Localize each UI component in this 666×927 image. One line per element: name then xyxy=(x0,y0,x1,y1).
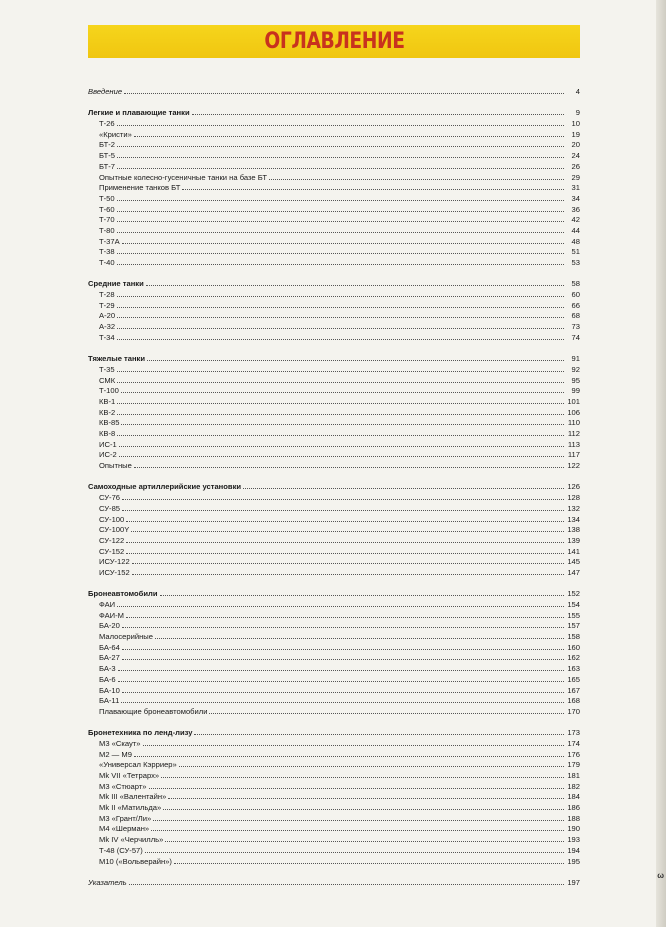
toc-entry-title: Опытные xyxy=(99,461,132,471)
toc-entry-title: Т-60 xyxy=(99,204,115,214)
toc-entry[interactable] xyxy=(88,620,580,631)
toc-entry-title: Mk IV «Черчилль» xyxy=(99,835,164,845)
toc-entry[interactable] xyxy=(88,204,580,215)
toc-page-number: 188 xyxy=(567,813,580,823)
toc-page-number: 110 xyxy=(567,418,580,428)
toc-page-number: 165 xyxy=(567,674,580,684)
dot-leader xyxy=(209,706,564,714)
dot-leader xyxy=(122,685,564,693)
toc-entry[interactable] xyxy=(88,695,580,706)
toc-page-number: 91 xyxy=(571,354,580,364)
dot-leader xyxy=(117,193,564,201)
dot-leader xyxy=(122,620,564,628)
toc-entry[interactable] xyxy=(88,385,580,396)
toc-entry[interactable] xyxy=(88,813,580,824)
dot-leader xyxy=(134,749,564,757)
toc-page-number: 29 xyxy=(571,172,580,182)
dot-leader xyxy=(147,353,564,361)
toc-entry[interactable] xyxy=(88,631,580,642)
toc-page-number: 162 xyxy=(567,653,580,663)
toc-page-number: 26 xyxy=(571,161,580,171)
toc-entry-title: ИСУ-152 xyxy=(99,567,130,577)
toc-page-number: 195 xyxy=(567,856,580,866)
toc-entry-title: М3 «Грант/Ли» xyxy=(99,813,152,823)
toc-entry-title: «Универсал Кэрриер» xyxy=(99,760,177,770)
toc-entry[interactable] xyxy=(88,823,580,834)
toc-entry[interactable] xyxy=(88,856,580,867)
page-side-mark: ω xyxy=(657,871,664,880)
toc-entry[interactable] xyxy=(88,225,580,236)
dot-leader xyxy=(155,631,564,639)
dot-leader xyxy=(145,845,564,853)
toc-entry-title: М4 «Шерман» xyxy=(99,824,150,834)
section-gap xyxy=(88,578,580,589)
toc-page-number: 160 xyxy=(567,642,580,652)
toc-entry-title: М3 «Стюарт» xyxy=(99,781,147,791)
toc-entry-title: Т-28 xyxy=(99,290,115,300)
table-of-contents xyxy=(88,86,580,888)
toc-entry-title: БА-6 xyxy=(99,674,116,684)
dot-leader xyxy=(151,823,564,831)
dot-leader xyxy=(143,738,565,746)
toc-entry[interactable] xyxy=(88,214,580,225)
toc-entry-title: СУ-152 xyxy=(99,546,125,556)
toc-entry[interactable] xyxy=(88,845,580,856)
dot-leader xyxy=(174,856,564,864)
toc-entry[interactable] xyxy=(88,642,580,653)
toc-page-number: 181 xyxy=(567,771,580,780)
toc-page-number: 113 xyxy=(567,439,580,449)
toc-section-heading[interactable] xyxy=(88,353,580,364)
toc-entry[interactable] xyxy=(88,439,580,450)
toc-page-number: 20 xyxy=(571,140,580,150)
toc-section-heading[interactable] xyxy=(88,86,580,97)
toc-entry[interactable] xyxy=(88,332,580,343)
toc-page-number: 197 xyxy=(567,877,580,887)
toc-page-number: 36 xyxy=(571,204,580,214)
toc-entry-title: ФАИ xyxy=(99,600,116,609)
dot-leader xyxy=(117,214,564,222)
toc-page-number: 51 xyxy=(571,247,580,257)
toc-page-number: 139 xyxy=(567,535,580,545)
dot-leader xyxy=(163,802,564,810)
toc-entry[interactable] xyxy=(88,749,580,760)
toc-page-number: 42 xyxy=(571,215,580,225)
dot-leader xyxy=(243,481,564,489)
toc-entry[interactable] xyxy=(88,652,580,663)
toc-entry[interactable] xyxy=(88,118,580,129)
dot-leader xyxy=(134,460,564,468)
toc-page-number: 182 xyxy=(567,781,580,791)
dot-leader xyxy=(269,172,564,180)
toc-section-heading[interactable] xyxy=(88,278,580,289)
toc-entry-title: КВ-2 xyxy=(99,407,116,417)
dot-leader xyxy=(124,86,564,94)
toc-page-number: 126 xyxy=(567,482,580,492)
dot-leader xyxy=(117,321,564,329)
dot-leader xyxy=(161,770,564,778)
toc-entry-title: ИС-2 xyxy=(99,450,117,460)
toc-page-number: 179 xyxy=(567,760,580,770)
toc-entry-title: БА-64 xyxy=(99,642,120,652)
toc-entry[interactable] xyxy=(88,407,580,418)
toc-page-number: 158 xyxy=(567,632,580,642)
toc-page-number: 58 xyxy=(571,279,580,289)
toc-entry[interactable] xyxy=(88,193,580,204)
toc-entry-title: КВ-85 xyxy=(99,418,120,428)
toc-page-number: 73 xyxy=(571,322,580,332)
toc-entry-title: Указатель xyxy=(88,877,127,887)
toc-entry-title: Т-48 (СУ-57) xyxy=(99,845,143,855)
toc-page-number: 194 xyxy=(567,845,580,855)
toc-entry[interactable] xyxy=(88,396,580,407)
toc-entry[interactable] xyxy=(88,759,580,770)
toc-entry[interactable] xyxy=(88,172,580,183)
dot-leader xyxy=(121,385,564,393)
dot-leader xyxy=(117,225,564,233)
toc-entry-title: А-20 xyxy=(99,311,116,321)
toc-page-number: 44 xyxy=(571,225,580,235)
toc-entry[interactable] xyxy=(88,556,580,567)
dot-leader xyxy=(194,727,564,735)
dot-leader xyxy=(149,781,564,789)
toc-entry[interactable] xyxy=(88,514,580,525)
section-gap xyxy=(88,268,580,279)
toc-entry-title: Т-50 xyxy=(99,193,115,203)
title-banner xyxy=(88,25,580,58)
toc-page-number: 112 xyxy=(567,429,580,438)
toc-page-number: 106 xyxy=(567,407,580,417)
toc-entry[interactable] xyxy=(88,770,580,781)
toc-entry-title: Т-80 xyxy=(99,225,115,235)
dot-leader xyxy=(119,449,564,457)
dot-leader xyxy=(117,407,564,415)
dot-leader xyxy=(153,813,564,821)
toc-entry[interactable] xyxy=(88,139,580,150)
toc-entry[interactable] xyxy=(88,460,580,471)
dot-leader xyxy=(192,107,564,115)
section-gap xyxy=(88,97,580,108)
toc-page-number: 176 xyxy=(567,749,580,759)
toc-page-number: 117 xyxy=(567,450,580,460)
dot-leader xyxy=(182,182,564,190)
dot-leader xyxy=(117,396,564,404)
dot-leader xyxy=(131,524,564,532)
toc-page-number: 141 xyxy=(567,546,580,556)
toc-page-number: 9 xyxy=(575,108,580,118)
dot-leader xyxy=(146,278,564,286)
toc-entry[interactable] xyxy=(88,492,580,503)
toc-entry-title: БТ-5 xyxy=(99,151,116,161)
dot-leader xyxy=(122,642,564,650)
dot-leader xyxy=(126,514,564,522)
dot-leader xyxy=(117,161,564,169)
toc-entry[interactable] xyxy=(88,524,580,535)
toc-entry-title: ФАИ-М xyxy=(99,610,124,620)
toc-section-heading[interactable] xyxy=(88,877,580,888)
dot-leader xyxy=(117,289,564,297)
toc-entry-title: СУ-76 xyxy=(99,493,121,503)
toc-entry[interactable] xyxy=(88,289,580,300)
toc-page-number: 34 xyxy=(571,193,580,203)
toc-entry-title: Т-29 xyxy=(99,300,115,310)
toc-entry-title: БА-27 xyxy=(99,653,120,663)
toc-page-number: 101 xyxy=(567,396,580,406)
toc-entry[interactable] xyxy=(88,375,580,386)
toc-entry-title: Тяжелые танки xyxy=(88,354,146,364)
toc-entry[interactable] xyxy=(88,791,580,802)
toc-entry[interactable] xyxy=(88,567,580,578)
toc-entry-title: БА-11 xyxy=(99,696,120,706)
dot-leader xyxy=(126,610,564,618)
dot-leader xyxy=(132,556,564,564)
dot-leader xyxy=(134,129,564,137)
toc-page-number: 4 xyxy=(575,87,580,96)
toc-entry[interactable] xyxy=(88,546,580,557)
toc-page-number: 24 xyxy=(571,151,580,161)
dot-leader xyxy=(122,236,564,244)
section-gap xyxy=(88,343,580,354)
toc-entry-title: БА-20 xyxy=(99,621,120,631)
toc-page-number: 167 xyxy=(567,685,580,695)
toc-page-number: 155 xyxy=(567,610,580,620)
toc-page-number: 66 xyxy=(571,300,580,310)
toc-page-number: 154 xyxy=(567,600,580,609)
dot-leader xyxy=(117,310,564,318)
dot-leader xyxy=(117,300,564,308)
toc-entry-title: ИС-1 xyxy=(99,439,117,449)
dot-leader xyxy=(117,257,564,265)
toc-page-number: 68 xyxy=(571,311,580,321)
dot-leader xyxy=(117,375,564,383)
toc-entry[interactable] xyxy=(88,663,580,674)
dot-leader xyxy=(122,652,564,660)
toc-section-heading[interactable] xyxy=(88,588,580,599)
toc-entry-title: СМК xyxy=(99,375,116,385)
dot-leader xyxy=(117,204,564,212)
toc-entry-title: Т-100 xyxy=(99,386,119,396)
toc-page-number: 74 xyxy=(571,332,580,342)
dot-leader xyxy=(118,674,564,682)
toc-entry-title: СУ-122 xyxy=(99,535,125,545)
dot-leader xyxy=(126,535,564,543)
toc-entry-title: Введение xyxy=(88,87,123,96)
dot-leader xyxy=(121,695,564,703)
toc-entry[interactable] xyxy=(88,321,580,332)
toc-page-number: 163 xyxy=(567,664,580,674)
toc-entry[interactable] xyxy=(88,310,580,321)
toc-entry[interactable] xyxy=(88,802,580,813)
toc-entry-title: А-32 xyxy=(99,322,116,332)
toc-entry[interactable] xyxy=(88,428,580,439)
dot-leader xyxy=(117,364,564,372)
dot-leader xyxy=(117,428,564,436)
toc-page-number: 19 xyxy=(571,129,580,139)
toc-page-number: 99 xyxy=(571,386,580,396)
toc-entry-title: Mk VII «Тетрарх» xyxy=(99,771,160,780)
dot-leader xyxy=(117,246,564,254)
toc-entry-title: Т-40 xyxy=(99,258,115,267)
toc-entry[interactable] xyxy=(88,706,580,717)
toc-page-number: 147 xyxy=(567,567,580,577)
toc-page-number: 152 xyxy=(567,589,580,599)
toc-entry[interactable] xyxy=(88,610,580,621)
toc-entry-title: Т-35 xyxy=(99,364,115,374)
toc-entry[interactable] xyxy=(88,503,580,514)
dot-leader xyxy=(118,663,564,671)
toc-section-heading[interactable] xyxy=(88,727,580,738)
toc-page-number: 186 xyxy=(567,803,580,813)
dot-leader xyxy=(117,139,564,147)
toc-page-number: 157 xyxy=(567,621,580,631)
dot-leader xyxy=(132,567,564,575)
toc-page-number: 134 xyxy=(567,514,580,524)
dot-leader xyxy=(165,834,564,842)
toc-entry[interactable] xyxy=(88,161,580,172)
toc-page-number: 128 xyxy=(567,493,580,503)
toc-entry[interactable] xyxy=(88,834,580,845)
toc-entry-title: ИСУ-122 xyxy=(99,557,130,567)
toc-page-number: 92 xyxy=(571,364,580,374)
toc-entry[interactable] xyxy=(88,246,580,257)
toc-entry-title: М10 («Вольверайн») xyxy=(99,856,172,866)
toc-entry[interactable] xyxy=(88,674,580,685)
toc-entry-title: КВ-1 xyxy=(99,396,116,406)
toc-entry-title: Плавающие бронеавтомобили xyxy=(99,706,208,716)
toc-entry[interactable] xyxy=(88,364,580,375)
toc-entry-title: БА-10 xyxy=(99,685,120,695)
dot-leader xyxy=(179,759,564,767)
toc-entry[interactable] xyxy=(88,738,580,749)
toc-entry-title: Легкие и плавающие танки xyxy=(88,108,190,118)
toc-entry-title: «Кристи» xyxy=(99,129,132,139)
toc-page-number: 170 xyxy=(567,706,580,716)
section-gap xyxy=(88,866,580,877)
toc-page-number: 193 xyxy=(567,835,580,845)
toc-page-number: 132 xyxy=(567,503,580,513)
toc-entry[interactable] xyxy=(88,150,580,161)
toc-entry-title: М2 — М9 xyxy=(99,749,132,759)
toc-page-number: 173 xyxy=(567,728,580,738)
page-edge xyxy=(656,0,666,927)
dot-leader xyxy=(122,492,564,500)
toc-entry[interactable] xyxy=(88,300,580,311)
toc-entry-title: М3 «Скаут» xyxy=(99,738,141,748)
dot-leader xyxy=(160,588,564,596)
section-gap xyxy=(88,717,580,728)
toc-page-number: 168 xyxy=(567,696,580,706)
toc-entry[interactable] xyxy=(88,449,580,460)
dot-leader xyxy=(121,417,564,425)
toc-page-number: 122 xyxy=(567,461,580,471)
dot-leader xyxy=(117,599,564,607)
toc-entry-title: Самоходные артиллерийские установки xyxy=(88,482,242,492)
toc-page-number: 190 xyxy=(567,824,580,834)
toc-page-number: 10 xyxy=(571,119,580,129)
toc-entry[interactable] xyxy=(88,129,580,140)
toc-page-number: 174 xyxy=(567,738,580,748)
toc-entry[interactable] xyxy=(88,535,580,546)
toc-entry-title: БТ-2 xyxy=(99,140,116,150)
dot-leader xyxy=(117,118,564,126)
section-gap xyxy=(88,471,580,482)
toc-entry-title: КВ-8 xyxy=(99,429,116,438)
dot-leader xyxy=(168,791,564,799)
toc-page-number: 138 xyxy=(567,525,580,535)
toc-entry-title: Т-37А xyxy=(99,236,120,246)
toc-page-number: 184 xyxy=(567,792,580,802)
toc-entry-title: Бронетехника по ленд-лизу xyxy=(88,728,193,738)
toc-entry-title: БТ-7 xyxy=(99,161,116,171)
toc-entry-title: Mk II «Матильда» xyxy=(99,803,162,813)
toc-entry-title: СУ-85 xyxy=(99,503,121,513)
toc-page-number: 60 xyxy=(571,290,580,300)
toc-entry-title: Малосерийные xyxy=(99,632,153,642)
toc-entry-title: Средние танки xyxy=(88,279,144,289)
toc-entry-title: Бронеавтомобили xyxy=(88,589,158,599)
toc-page-number: 95 xyxy=(571,375,580,385)
toc-entry-title: Опытные колесно-гусеничные танки на базе БТ xyxy=(99,172,268,182)
toc-entry-title: Mk III «Валентайн» xyxy=(99,792,167,802)
toc-entry[interactable] xyxy=(88,685,580,696)
toc-entry-title: СУ-100 xyxy=(99,514,125,524)
toc-section-heading[interactable] xyxy=(88,481,580,492)
toc-entry-title: Т-26 xyxy=(99,119,115,129)
dot-leader xyxy=(117,150,564,158)
toc-entry[interactable] xyxy=(88,236,580,247)
toc-entry-title: Т-34 xyxy=(99,332,115,342)
toc-page-number: 53 xyxy=(571,258,580,267)
toc-page-number: 31 xyxy=(571,183,580,193)
toc-entry-title: Применение танков БТ xyxy=(99,183,181,193)
toc-entry[interactable] xyxy=(88,182,580,193)
toc-entry[interactable] xyxy=(88,781,580,792)
toc-entry-title: Т-38 xyxy=(99,247,115,257)
dot-leader xyxy=(122,503,564,511)
toc-page-number: 145 xyxy=(567,557,580,567)
dot-leader xyxy=(117,332,564,340)
dot-leader xyxy=(126,546,564,554)
toc-entry-title: БА-3 xyxy=(99,664,116,674)
toc-entry[interactable] xyxy=(88,599,580,610)
toc-entry-title: Т-70 xyxy=(99,215,115,225)
toc-entry[interactable] xyxy=(88,257,580,268)
toc-entry-title: СУ-100Y xyxy=(99,525,130,535)
toc-entry[interactable] xyxy=(88,417,580,428)
dot-leader xyxy=(119,439,564,447)
toc-section-heading[interactable] xyxy=(88,107,580,118)
toc-page-number: 48 xyxy=(571,236,580,246)
dot-leader xyxy=(129,877,564,885)
page-title: ОГЛАВЛЕНИЕ xyxy=(263,29,405,54)
